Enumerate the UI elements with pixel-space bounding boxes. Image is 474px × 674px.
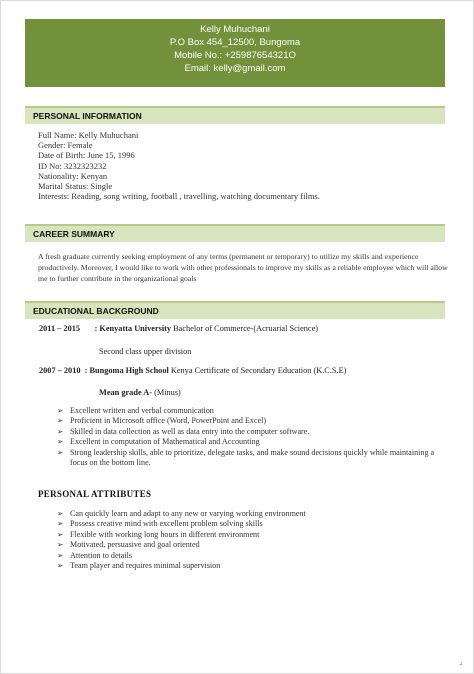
education-years: 2007 – 2010: [39, 366, 81, 375]
arrow-bullet-icon: ➢: [57, 406, 64, 415]
skills-list: [57, 406, 447, 468]
resume-header: [25, 19, 445, 87]
info-date-of-birth: Date of Birth: June 15, 1996: [38, 150, 135, 161]
arrow-bullet-icon: ➢: [57, 550, 64, 560]
section-career-summary: CAREER SUMMARY: [25, 224, 445, 242]
list-item: ➢ Can quickly learn and adapt to any new or varying working environment: [57, 509, 306, 518]
page-corner-icon: ⌟: [459, 657, 463, 666]
list-item: ➢ Flexible with working long hours in different environment: [57, 529, 260, 539]
list-item: ➢ Possess creative mind with excellent problem solving skills: [57, 519, 263, 529]
education-grade: Mean grade A-: [99, 388, 152, 397]
info-gender: Gender: Female: [38, 140, 93, 151]
info-id-number: ID No: 3232323232: [38, 160, 107, 171]
education-entry: [39, 366, 346, 375]
education-sub: [99, 388, 181, 397]
list-item: ➢ Strong leadership skills, able to prioritize, delegate tasks, and make sound decisions quickly while maintaining a focus on the bottom line.: [57, 447, 435, 468]
list-item: ➢ Skilled in data collection as well as data entry into the computer software.: [57, 426, 310, 436]
candidate-mobile: Mobile No.: +25987654321O: [174, 50, 296, 61]
education-detail: Bachelor of Commerce-(Acruarial Science): [171, 324, 319, 333]
info-interests: Interests: Reading, song writing, football , travelling, watching documentary films.: [38, 191, 320, 202]
personal-attributes-heading: PERSONAL ATTRIBUTES: [38, 489, 152, 499]
list-item: ➢ Excellent in computation of Mathematical and Accounting: [57, 437, 260, 447]
candidate-address: P.O Box 454_12500, Bungoma: [169, 37, 301, 48]
list-item: ➢ Attention to details: [57, 550, 133, 560]
education-detail: Kenya Certificate of Secondary Education (K.C.S.E): [168, 366, 347, 375]
arrow-bullet-icon: ➢: [57, 426, 64, 436]
arrow-bullet-icon: ➢: [57, 447, 64, 457]
career-summary-text: A fresh graduate currently seeking employment of any terms (permanent or temporary) to utilize my skills and experience productively. Moreover, I would like to work with other professionals to improve my skills as a reliable employee which will allow me to further contribute in the organizational goals: [38, 252, 448, 283]
education-years: 2011 – 2015: [39, 324, 81, 333]
arrow-bullet-icon: ➢: [57, 437, 64, 447]
education-sub: Second class upper division: [99, 347, 192, 356]
arrow-bullet-icon: ➢: [57, 519, 64, 529]
education-grade-note: (Minus): [152, 388, 181, 397]
list-item: ➢ Motivated, persuasive and goal oriented: [57, 540, 200, 550]
attributes-list: [57, 509, 447, 571]
education-institution: : Kenyatta University: [94, 324, 172, 333]
education-entry: [39, 324, 318, 333]
info-nationality: Nationality: Kenyan: [38, 170, 108, 181]
arrow-bullet-icon: ➢: [57, 561, 64, 571]
arrow-bullet-icon: ➢: [57, 529, 64, 539]
personal-info-list: [38, 130, 438, 201]
list-item: ➢ Proficient in Microsoft office (Word, PowerPoint and Excel): [57, 416, 267, 426]
info-full-name: Full Name: Kelly Muhuchani: [38, 130, 139, 140]
candidate-email: Email: kelly@gmail.com: [184, 63, 286, 74]
arrow-bullet-icon: ➢: [57, 416, 64, 426]
education-institution: : Bungoma High School: [84, 366, 169, 375]
section-educational-background: EDUCATIONAL BACKGROUND: [25, 301, 445, 319]
list-item: ➢ Team player and requires minimal supervision: [57, 561, 221, 571]
arrow-bullet-icon: ➢: [57, 540, 64, 550]
info-marital-status: Marital Status: Single: [38, 181, 113, 192]
section-personal-information: PERSONAL INFORMATION: [25, 106, 445, 124]
list-item: ➢ Excellent written and verbal communication: [57, 406, 214, 415]
arrow-bullet-icon: ➢: [57, 509, 64, 518]
candidate-name: Kelly Muhuchani: [200, 24, 270, 35]
